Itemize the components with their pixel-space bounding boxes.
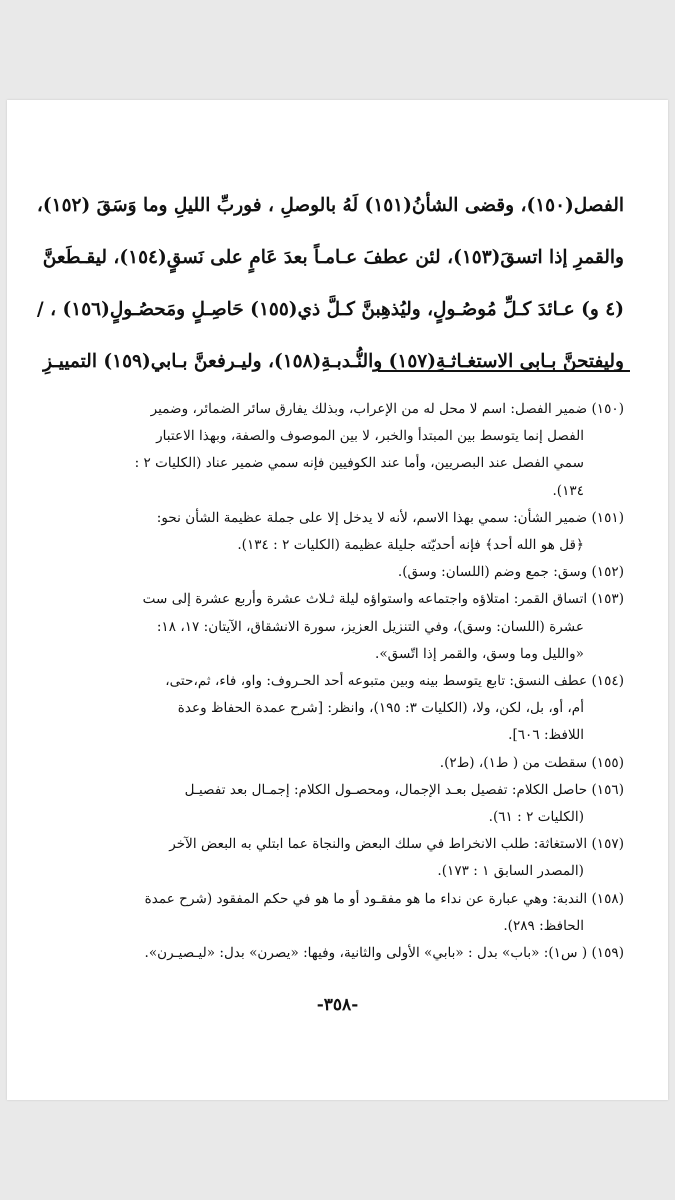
footnote-line: (١٥٦) حاصل الكلام: تفصيل بعـد الإجمال، ومحصـول الكلام: إجمـال بعد تفصيـل [184,781,624,798]
book-page [7,100,668,1100]
footnote-line: ﴿قل هو الله أحد﴾ فإنه أحديّته جليلة عظيمة (الكليات ٢ : ١٣٤). [237,537,584,554]
footnote-152 [43,559,624,586]
footnote-line: (١٥٨) الندبة: وهي عبارة عن نداء ما هو مفقـود أو ما هو في حكم المفقود (شرح عمدة [144,890,624,907]
footnote-line: (١٥٣) اتساق القمر: امتلاؤه واجتماعه واستواؤه ليلة ثـلاث عشرة وأربع عشرة إلى ست [142,591,624,608]
footnote-line: اللافظ: ٦٠٦]. [508,727,584,744]
main-text [36,180,624,388]
footnote-line: (١٥٤) عطف النسق: تابع يتوسط بينه وبين متبوعه أحد الحـروف: واو، فاء، ثم،حتى، [165,673,624,690]
main-text-line: الفصل(١٥٠)، وقضى الشأنُ(١٥١) لَهُ بالوصلِ ، فوربِّ الليلِ وما وَسَقَ (١٥٢)، [36,195,624,216]
main-text-line: وليفتحنَّ بـابي الاستغـاثـةِ(١٥٧) والنُّـدبـةِ(١٥٨)، وليـرفعنَّ بـابي(١٥٩) التمييـزِ [43,351,624,372]
footnote-line: عشرة (اللسان: وسق)، وفي التنزيل العزيز، سورة الانشقاق، الآيتان: ١٧، ١٨: [156,618,584,635]
footnotes [43,396,624,967]
main-text-line: (٤ و) عـائدَ كـلِّ مُوصُـولٍ، وليُذهِبنَّ كـلَّ ذي(١٥٥) حَاصِـلٍ ومَحصُـولٍ(١٥٦) ، / [36,299,624,320]
footnote-line: (١٥٠) ضمير الفصل: اسم لا محل له من الإعراب، وبذلك يفارق سائر الضمائر، وضمير [150,401,624,417]
footnote-line: الفصل إنما يتوسط بين المبتدأ والخبر، لا بين الموصوف والصفة، وبهذا الاعتبار [156,428,584,445]
footnote-line: (١٥١) ضمير الشأن: سمي بهذا الاسم، لأنه لا يدخل إلا على جملة عظيمة الشأن نحو: [156,509,624,526]
footnote-line: (١٥٥) سقطت من ( ط١)، (ط٢). [439,754,624,771]
footnote-155 [43,750,624,777]
footnote-line: (١٥٩) ( س١): «باب» بدل : «بابي» الأولى والثانية، وفيها: «يصرن» بدل: «ليـصيـرن». [144,945,624,962]
footnote-line: (١٥٧) الاستغاثة: طلب الانخراط في سلك البعض والنجاة عما ابتلي به البعض الآخر [169,836,624,853]
footnote-158 [43,886,624,940]
footnote-150 [43,396,624,505]
footnote-153 [43,586,624,668]
page-number: -٣٥٨- [316,995,359,1015]
footnote-separator [378,370,630,372]
footnote-157 [43,831,624,885]
footnote-line: (الكليات ٢ : ٦١). [488,809,584,826]
footnote-154 [43,668,624,750]
footnote-line: سمي الفصل عند البصريين، وأما عند الكوفيين فإنه سمي ضمير عناد (الكليات ٢ : [134,455,584,472]
footnote-line: «والليل وما وسق، والقمر إذا اتّسق». [375,645,584,662]
footnote-151 [43,505,624,559]
footnote-159 [43,940,624,967]
footnote-156 [43,777,624,831]
footnote-line: (١٥٢) وسق: جمع وضم (اللسان: وسق). [397,564,624,581]
main-text-line: والقمرِ إذا اتسقَ(١٥٣)، لئن عطفَ عـامـاً بعدَ عَامٍ على نَسقٍ(١٥٤)، ليقـطَعنَّ [42,247,624,268]
footnote-line: أم، أو، بل، لكن، ولا، (الكليات ٣: ١٩٥)، وانظر: [شرح عمدة الحفاظ وعدة [177,700,584,717]
footnote-line: الحافظ: ٢٨٩). [503,917,584,934]
footnote-line: (المصدر السابق ١ : ١٧٣). [437,863,584,880]
footnote-line: ١٣٤). [552,482,584,499]
